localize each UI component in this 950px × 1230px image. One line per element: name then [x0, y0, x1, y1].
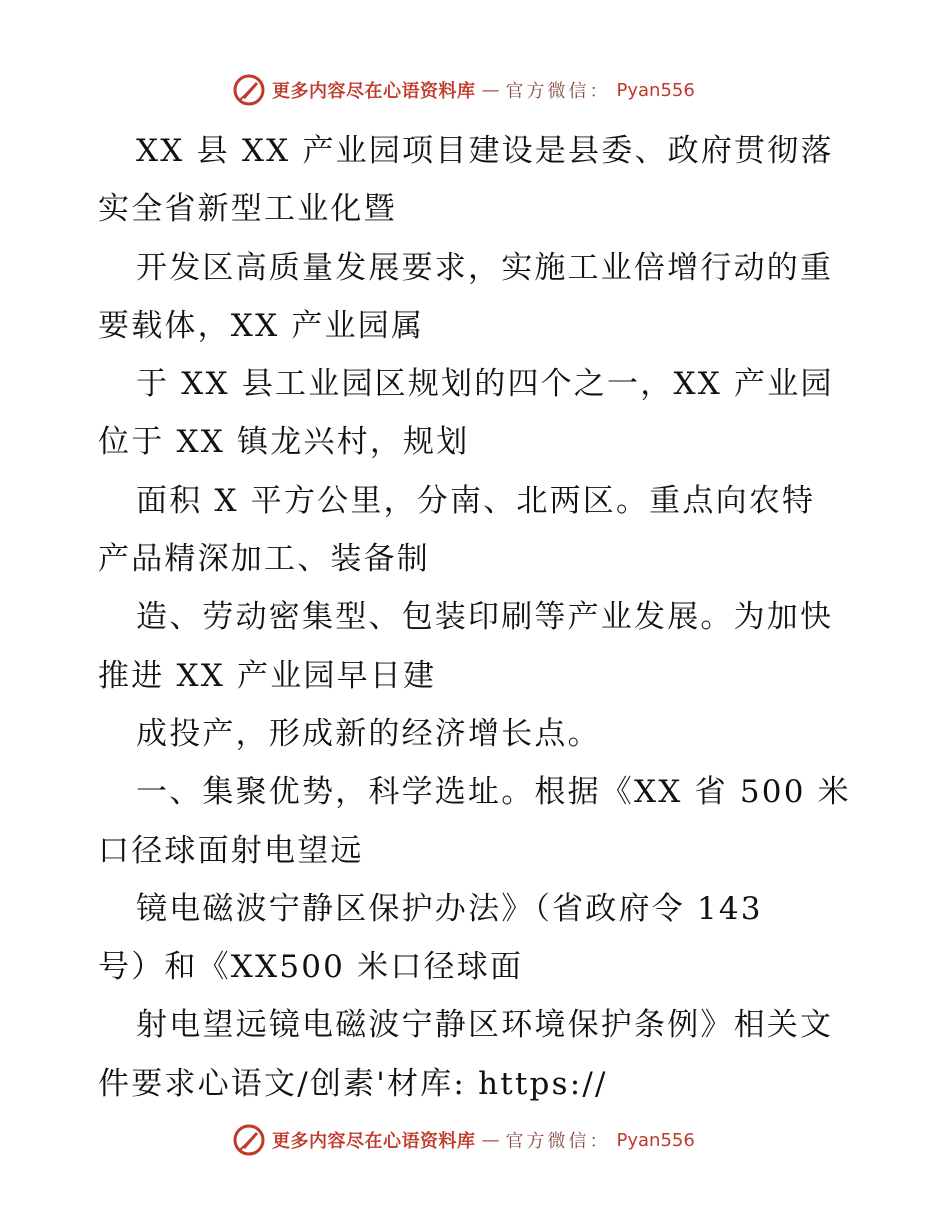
- text-line: 产品精深加工、装备制: [98, 541, 430, 578]
- watermark-account: Pyan556: [616, 79, 695, 101]
- text-line: 开发区高质量发展要求，实施工业倍增行动的重: [136, 249, 834, 286]
- text-line: XX 县 XX 产业园项目建设是县委、政府贯彻落: [136, 133, 834, 169]
- text-line: 位于 XX 镇龙兴村，规划: [98, 424, 470, 461]
- text-line: 于 XX 县工业园区规划的四个之一，XX 产业园: [136, 366, 834, 403]
- watermark-official-label: 官方微信：: [505, 81, 611, 102]
- text-line: 造、劳动密集型、包装印刷等产业发展。为加快: [136, 599, 834, 636]
- watermark-dash: —: [481, 1129, 500, 1151]
- document-body: [98, 122, 858, 1113]
- watermark-account: Pyan556: [616, 1129, 695, 1151]
- watermark-dash: —: [481, 79, 500, 101]
- text-line: 镜电磁波宁静区保护办法》（省政府令 143: [136, 890, 763, 927]
- text-line: 要载体，XX 产业园属: [98, 307, 425, 344]
- text-line: 成投产，形成新的经济增长点。: [136, 715, 601, 752]
- watermark-brand: 更多内容尽在心语资料库: [272, 81, 476, 102]
- quill-logo-icon: [232, 73, 266, 107]
- watermark-brand: 更多内容尽在心语资料库: [272, 1131, 476, 1152]
- watermark-footer: [232, 1120, 695, 1160]
- quill-logo-icon: [232, 1123, 266, 1157]
- text-line: 射电望远镜电磁波宁静区环境保护条例》相关文: [136, 1007, 834, 1044]
- text-line: 口径球面射电望远: [98, 832, 364, 869]
- text-line: 一、集聚优势，科学选址。根据《XX 省 500 米: [136, 774, 851, 811]
- text-line: 件要求心语文/创素'材库: https://: [98, 1065, 608, 1102]
- text-line: 面积 X 平方公里，分南、北两区。重点向农特: [136, 482, 816, 519]
- text-line: 号）和《XX500 米口径球面: [98, 949, 524, 986]
- text-line: 推进 XX 产业园早日建: [98, 657, 437, 694]
- watermark-header: [232, 70, 695, 110]
- watermark-official-label: 官方微信：: [505, 1131, 611, 1152]
- text-line: 实全省新型工业化暨: [98, 191, 397, 228]
